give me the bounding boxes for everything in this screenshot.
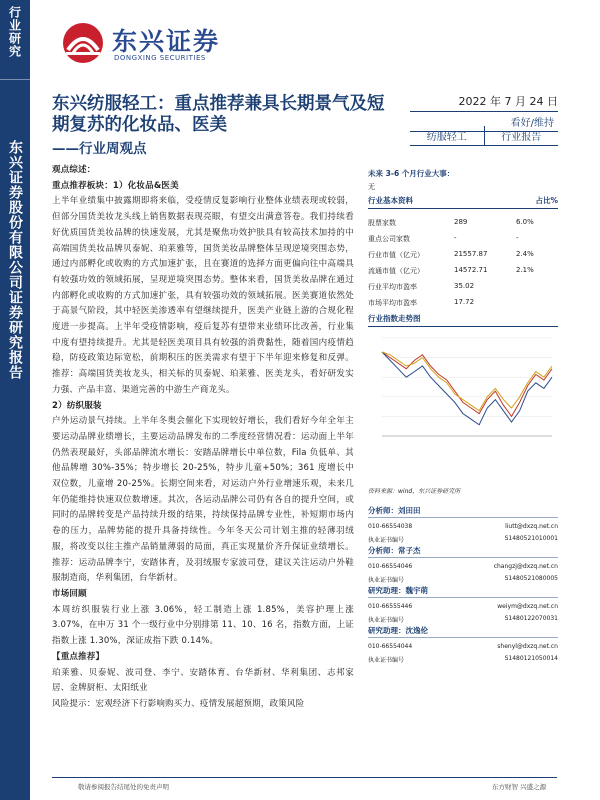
basic-value: 21557.87 — [454, 250, 488, 258]
cert-label: 执业证书编号 — [368, 537, 405, 544]
chart-header — [368, 313, 558, 327]
cert-number: S1480521080005 — [504, 575, 558, 582]
chart-title: 行业指数走势图 — [368, 314, 421, 323]
analyst-email[interactable]: weiym@dxzq.net.cn — [497, 603, 558, 610]
analyst-cert — [368, 655, 558, 664]
basic-label: 重点公司家数 — [368, 235, 410, 243]
logo-name: 东兴证券 — [112, 27, 221, 56]
body-para: 重点推荐板块：1）化妆品&医美 — [52, 180, 179, 191]
analyst-contact — [368, 523, 558, 530]
chart-source: 资料来源：wind、东兴证券研究所 — [368, 488, 461, 495]
basic-value: 14572.71 — [454, 266, 488, 274]
report-subtitle: ——行业周观点 — [52, 141, 147, 157]
basic-info-header — [368, 195, 558, 209]
cert-number: S1480121050014 — [504, 655, 558, 662]
basic-pct — [516, 298, 558, 312]
sidebar-category — [0, 0, 30, 80]
analyst-email[interactable]: changzj@dxzq.net.cn — [493, 563, 558, 570]
analyst-name: 分析师：刘田田 — [368, 505, 558, 518]
basic-pct — [516, 282, 558, 296]
report-tags — [410, 126, 558, 146]
basic-pct: 2.4% — [516, 250, 534, 258]
basic-info-pct-head: 占比% — [535, 196, 558, 205]
future-events — [368, 168, 454, 192]
basic-pct: 6.0% — [516, 218, 534, 226]
sidebar-company-text: 东兴证券股份有限公司证券研究报告 — [7, 140, 23, 380]
analyst-cert — [368, 535, 558, 544]
body-para: 【重点推荐】 — [52, 651, 105, 662]
analyst-block — [368, 505, 558, 544]
left-sidebar — [0, 0, 30, 800]
report-date: 2022 年 7 月 24 日 — [410, 93, 558, 112]
footer-divider — [52, 777, 557, 778]
logo-sub: DONGXING SECURITIES — [114, 54, 206, 62]
basic-value: 35.02 — [454, 282, 475, 290]
basic-value: 289 — [454, 218, 468, 226]
basic-pct: - — [516, 234, 519, 242]
analyst-name: 分析师：常子杰 — [368, 545, 558, 558]
body-para: 市场回顾 — [52, 588, 87, 599]
tag-type: 行业报告 — [485, 126, 559, 146]
logo-emblem-icon — [62, 22, 104, 64]
basic-label: 市场平均市盈率 — [368, 299, 417, 307]
body-para: 珀莱雅、贝泰妮、波司登、李宁、安踏体育、台华新材、华利集团、志邦家居、金牌厨柜、太阳纸业 — [52, 667, 354, 694]
body-para: 观点综述： — [52, 165, 96, 175]
analyst-contact — [368, 563, 558, 570]
body-para: 风险提示：宏观经济下行影响购买力、疫情发展超预期，政策风险 — [52, 698, 305, 709]
basic-label: 行业平均市盈率 — [368, 283, 417, 291]
basic-info-row — [368, 298, 558, 312]
cert-label: 执业证书编号 — [368, 657, 405, 664]
analyst-block — [368, 585, 558, 624]
analyst-phone: 010-66554046 — [368, 563, 413, 570]
cert-number: S1480521010001 — [504, 535, 558, 542]
analyst-phone: 010-66554044 — [368, 643, 413, 650]
analyst-phone: 010-66555446 — [368, 603, 413, 610]
analyst-name: 研究助理：沈逸伦 — [368, 625, 558, 638]
report-title: 东兴纺服轻工：重点推荐兼具长期景气及短期复苏的化妆品、医美 — [52, 94, 385, 135]
body-para: 2）纺织服装 — [52, 400, 102, 411]
analyst-email[interactable]: shenyl@dxzq.net.cn — [497, 643, 558, 650]
basic-info-row — [368, 266, 558, 280]
footer-slogan: 东方财智 兴盛之源 — [492, 783, 547, 791]
chart-series-line-2 — [382, 352, 552, 411]
future-events-value: 无 — [368, 183, 375, 191]
basic-value: 17.72 — [454, 298, 475, 306]
analyst-phone: 010-66554038 — [368, 523, 413, 530]
basic-label: 行业市值（亿元） — [368, 251, 424, 259]
analyst-contact — [368, 643, 558, 650]
basic-pct: 2.1% — [516, 266, 534, 274]
future-events-title: 未来 3-6 个月行业大事： — [368, 169, 455, 178]
sidebar-category-text: 行业研究 — [7, 6, 22, 58]
body-para: 上半年业绩集中披露期即将来临，受疫情反复影响行业整体业绩表现或较弱，但部分国货美妆龙头线上销售数据表现亮眼，有望交出满意答卷。我们持续看好优质国货美妆品牌的快速发展，尤其是聚焦功效护肤具有较高技术加持的中高端国货美妆品牌贝泰妮、珀莱雅等，国货美妆品牌整体呈现逆境突围态势，通过内部孵化或收购的方式加速扩张，且在赛道的选择方面更偏向往中高端具有较强功效的领域拓展，呈现逆境突围态势。整体来看，国货美妆品牌在通过内部孵化或收购的方式加速扩张，具有较强功效的领域拓展。医美赛道依然处于高景气阶段，其中轻医美渗透率有望继续提升，医美产业链上游的合规化程度进一步提高。上半年受疫情影响，疫后复苏有望带来业绩环比改善，行业集中度有望持续提升。尤其是轻医美项目具有较强的消费黏性，随着国内疫情趋稳，防疫政策边际宽松，前期积压的医美需求有望于下半年迎来修复和反弹。推荐：高端国货美妆龙头，相关标的贝泰妮、珀莱雅、医美龙头，看好研发实力强、产品丰富、渠道完善的中游生产商龙头。 — [52, 196, 354, 395]
basic-value: - — [454, 234, 457, 242]
basic-label: 流通市值（亿元） — [368, 267, 424, 275]
tag-industry: 纺服轻工 — [410, 126, 485, 146]
analyst-block — [368, 625, 558, 664]
analyst-name: 研究助理：魏宇萌 — [368, 585, 558, 598]
cert-number: S1480122070031 — [504, 615, 558, 622]
company-logo — [62, 20, 242, 70]
industry-index-chart — [368, 330, 558, 460]
basic-info-row — [368, 250, 558, 264]
basic-info-row — [368, 282, 558, 296]
analyst-contact — [368, 603, 558, 610]
analyst-cert — [368, 575, 558, 584]
footer-disclaimer: 敬请参阅报告结尾处的免责声明 — [78, 783, 169, 791]
analyst-cert — [368, 615, 558, 624]
basic-info-title: 行业基本资料 — [368, 196, 413, 205]
body-para: 本周纺织服装行业上涨 3.06%，轻工制造上涨 1.85%，美容护理上涨 3.07%，在申万 31 个一级行业中分别排第 11、10、16 名，指数方面，上证指数上涨 1.30%，深证成指下跌 0.14%。 — [52, 604, 354, 647]
rating-badge: 看好/维持 — [410, 112, 558, 132]
basic-label: 股票家数 — [368, 219, 396, 227]
analyst-email[interactable]: liutt@dxzq.net.cn — [505, 523, 558, 530]
sidebar-company — [0, 140, 30, 380]
basic-info-row — [368, 218, 558, 232]
basic-info-row — [368, 234, 558, 248]
analyst-block — [368, 545, 558, 584]
body-para: 户外运动景气持续。上半年冬奥会催化下实现较好增长，我们看好今年全年主要运动品牌业绩增长，主要运动品牌发布的二季度经营情况看：运动面上半年仍然表现最好，头部品牌流水增长：安踏品牌增长中单位数，Fila 负低单、其他品牌增 30%-35%；特步增长 20-25%，特步儿童+50%；361 度增长中双位数，儿童增 20-25%。长期空间来看，对运动户外行业增速乐观，未来几年仍能维持快速双位数增速。其次，各运动品牌公司仍有各自的提升空间，或同时的品牌转变是产品持续升级的结果，持续保持品牌专业性，补短期市场内卷的压力，品牌势能的提升具备持续性。今年冬天公司计划主推的轻薄羽绒服，将改变以往主推产品销量薄弱的局面，真正实现量价齐升保证业绩增长。推荐：运动品牌李宁，安踏体育，及羽绒服专家波司登，建议关注运动户外鞋服制造商，华利集团，台华新材。 — [52, 416, 354, 584]
cert-label: 执业证书编号 — [368, 577, 405, 584]
report-body — [52, 163, 354, 713]
cert-label: 执业证书编号 — [368, 617, 405, 624]
